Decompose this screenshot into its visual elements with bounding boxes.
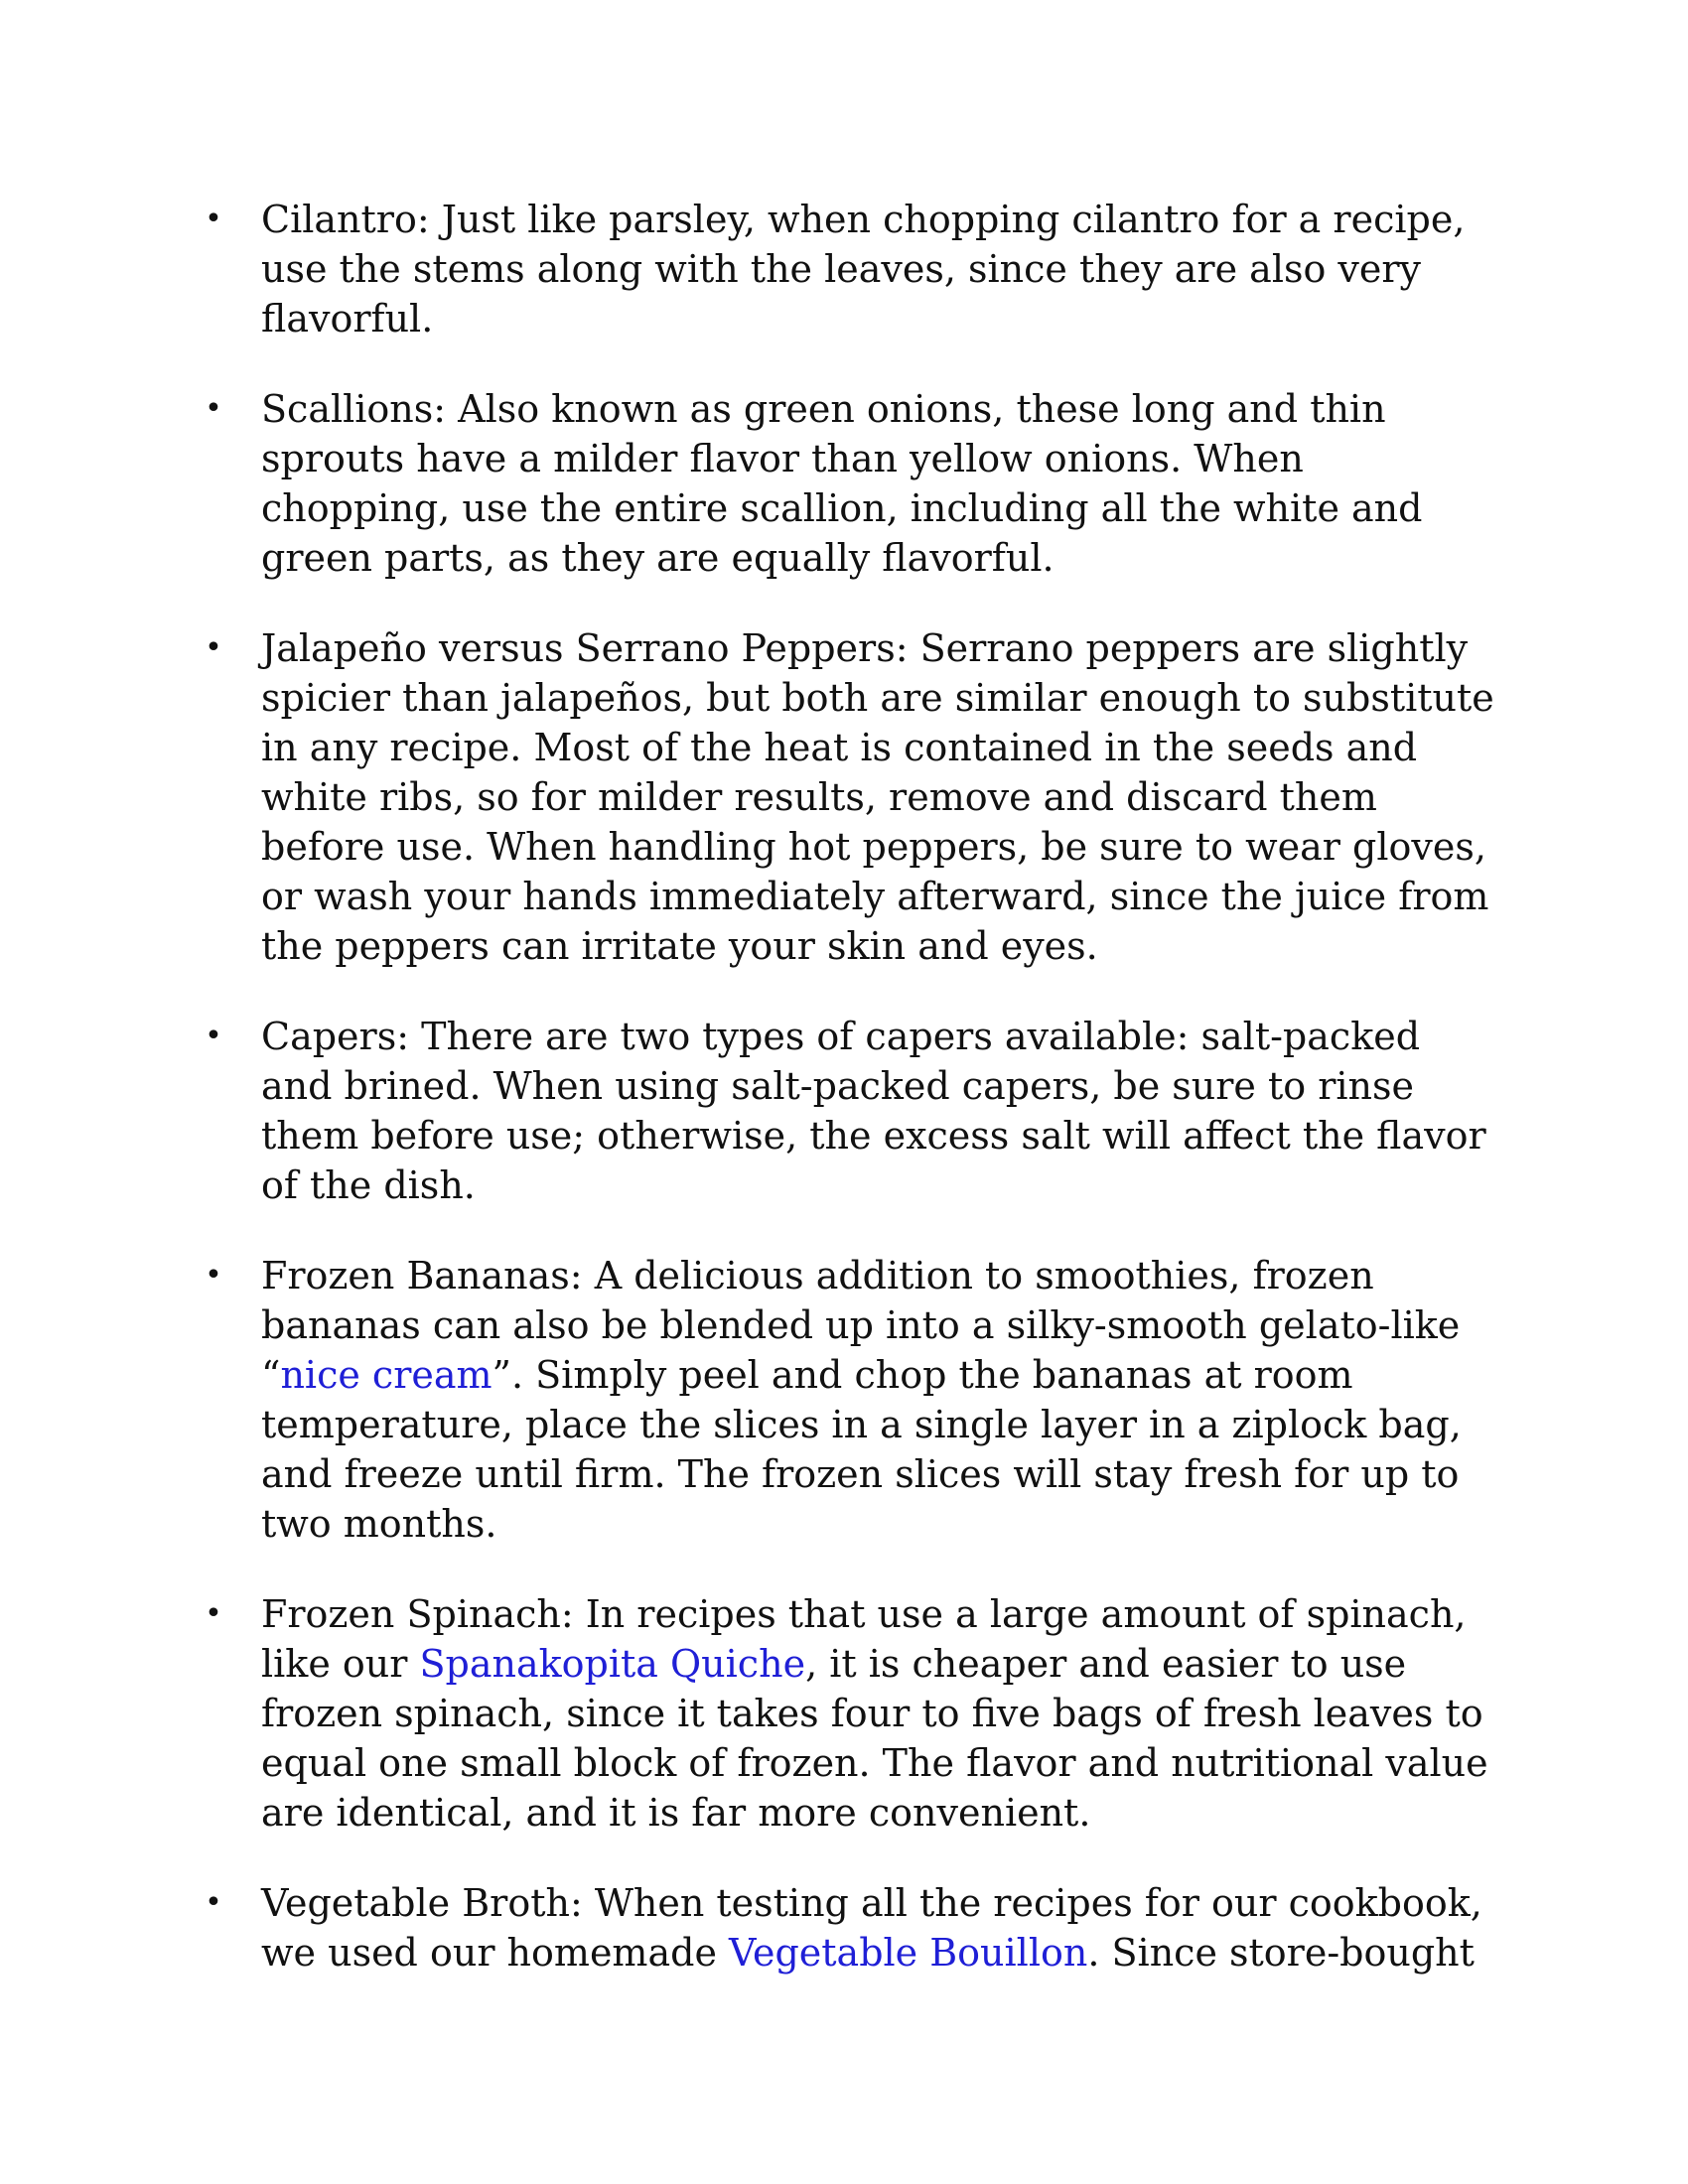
nice-cream-link[interactable]: nice cream <box>280 1353 492 1397</box>
tip-text-before: Vegetable Broth: When testing all the recipes for our cookbook, we used our homemade <box>261 1881 1482 1975</box>
tip-cilantro <box>204 195 1494 343</box>
tip-text-after: , it is cheaper and easier to use frozen spinach, since it takes four to five bags of fresh leaves to equal one small block of frozen. The flavor and nutritional value are identical, and it is far more convenient. <box>261 1642 1488 1835</box>
bullet-icon: • <box>205 1596 222 1631</box>
tip-peppers <box>204 623 1494 971</box>
tip-text <box>261 1254 1462 1546</box>
tip-frozen-bananas <box>204 1251 1494 1549</box>
tip-text-before: Frozen Spinach: In recipes that use a large amount of spinach, like our <box>261 1592 1467 1686</box>
tip-vegetable-broth <box>204 1878 1494 1978</box>
vegetable-bouillon-link[interactable]: Vegetable Bouillon <box>729 1931 1088 1975</box>
tip-text-before: Frozen Bananas: A delicious addition to smoothies, frozen bananas can also be blended up into a silky-smooth gelato-like “ <box>261 1254 1461 1397</box>
tip-text: Scallions: Also known as green onions, these long and thin sprouts have a milder flavor than yellow onions. When chopping, use the entire scallion, including all the white and green parts, as they are equally flavorful. <box>261 387 1423 580</box>
tip-text: Cilantro: Just like parsley, when chopping cilantro for a recipe, use the stems along with the leaves, since they are also very flavorful. <box>261 198 1466 341</box>
tip-text <box>261 1881 1482 1975</box>
bullet-icon: • <box>205 202 222 236</box>
bullet-icon: • <box>205 1019 222 1053</box>
tip-frozen-spinach <box>204 1589 1494 1838</box>
tip-text <box>261 1592 1488 1835</box>
bullet-icon: • <box>205 630 222 665</box>
bullet-icon: • <box>205 391 222 426</box>
ingredient-tips-list <box>204 195 1494 2018</box>
bullet-icon: • <box>205 1258 222 1293</box>
bullet-icon: • <box>205 1885 222 1920</box>
tip-text: Capers: There are two types of capers available: salt-packed and brined. When using salt-packed capers, be sure to rinse them before use; otherwise, the excess salt will affect the flavor of the dish. <box>261 1015 1486 1207</box>
tip-text-after: ”. Simply peel and chop the bananas at room temperature, place the slices in a single layer in a ziplock bag, and freeze until firm. The frozen slices will stay fresh for up to two months. <box>261 1353 1462 1546</box>
spanakopita-quiche-link[interactable]: Spanakopita Quiche <box>419 1642 806 1686</box>
tip-text: Jalapeño versus Serrano Peppers: Serrano peppers are slightly spicier than jalapeños, but both are similar enough to substitute in any recipe. Most of the heat is contained in the seeds and white ribs, so for milder results, remove and discard them before use. When handling hot peppers, be sure to wear gloves, or wash your hands immediately afterward, since the juice from the peppers can irritate your skin and eyes. <box>261 626 1494 968</box>
tip-scallions <box>204 384 1494 583</box>
tip-text-after: . Since store-bought <box>1087 1931 1475 1975</box>
tip-capers <box>204 1012 1494 1210</box>
